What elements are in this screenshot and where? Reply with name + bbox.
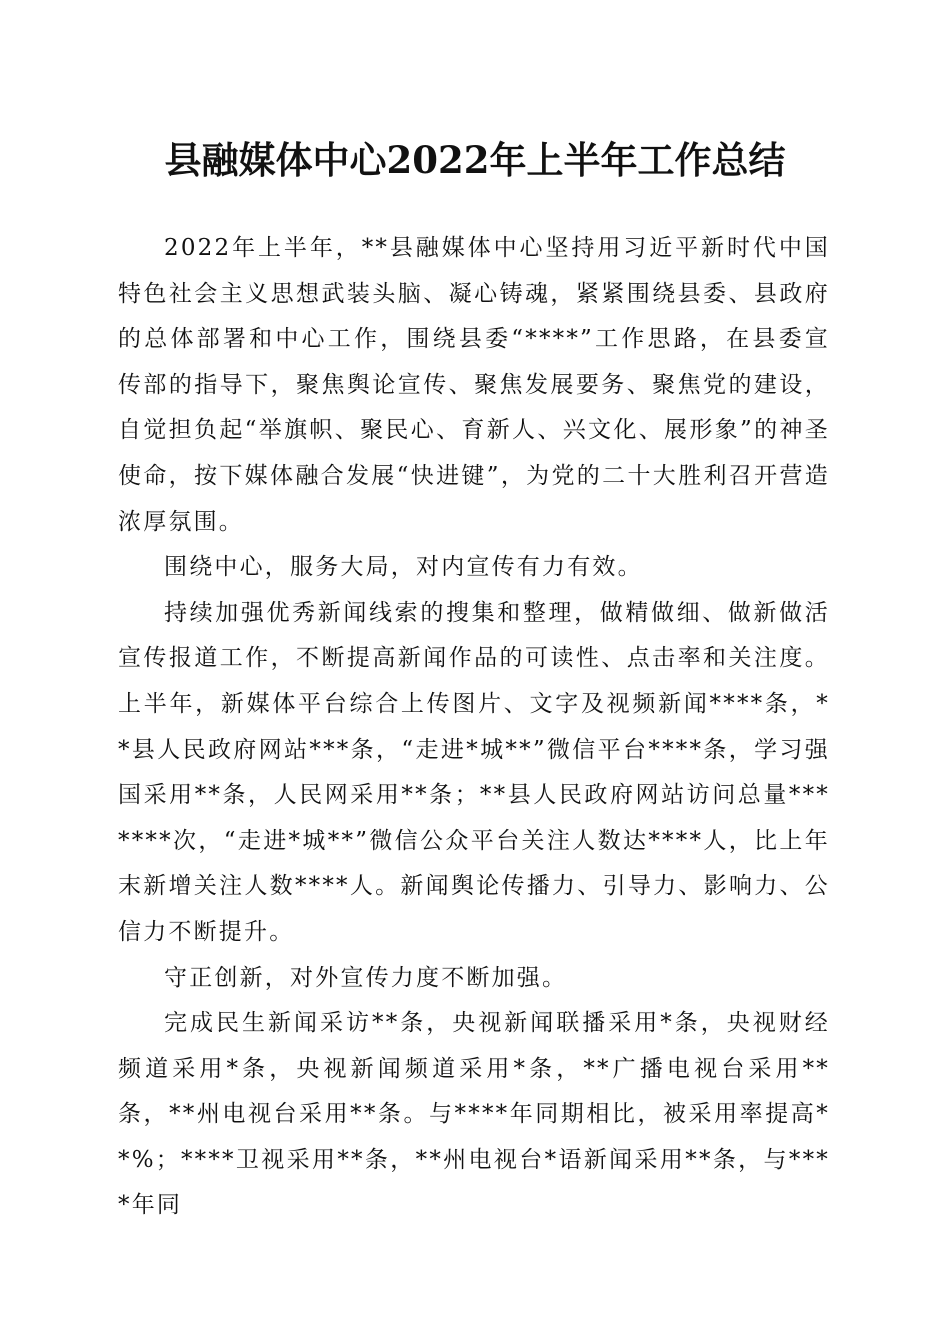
document-title: 县融媒体中心2022年上半年工作总结 bbox=[164, 138, 786, 182]
paragraph-internal-publicity: 持续加强优秀新闻线索的搜集和整理，做精做细、做新做活宣传报道工作，不断提高新闻作品的可读性、点击率和关注度。上半年，新媒体平台综合上传图片、文字及视频新闻****条，**县人民政府网站***条，“走进*城**”微信平台****条，学习强国采用**条，人民网采用**条；**县人民政府网站访问总量*******次，“走进*城**”微信公众平台关注人数达****人，比上年末新增关注人数****人。新闻舆论传播力、引导力、影响力、公信力不断提升。 bbox=[118, 599, 830, 945]
document-body bbox=[118, 226, 830, 1229]
paragraph-external-publicity: 完成民生新闻采访**条，央视新闻联播采用*条，央视财经频道采用*条，央视新闻频道采用*条，**广播电视台采用**条，**州电视台采用**条。与****年同期相比，被采用率提高**%；****卫视采用**条，**州电视台*语新闻采用**条，与****年同 bbox=[118, 1010, 830, 1219]
paragraph-heading-internal-publicity: 围绕中心，服务大局，对内宣传有力有效。 bbox=[164, 554, 643, 581]
paragraph-intro: 2022年上半年，**县融媒体中心坚持用习近平新时代中国特色社会主义思想武装头脑、凝心铸魂，紧紧围绕县委、县政府的总体部署和中心工作，围绕县委“****”工作思路，在县委宣传部的指导下，聚焦舆论宣传、聚焦发展要务、聚焦党的建设，自觉担负起“举旗帜、聚民心、育新人、兴文化、展形象”的神圣使命，按下媒体融合发展“快进键”，为党的二十大胜利召开营造浓厚氛围。 bbox=[118, 235, 830, 535]
paragraph-heading-external-publicity: 守正创新，对外宣传力度不断加强。 bbox=[164, 964, 568, 991]
